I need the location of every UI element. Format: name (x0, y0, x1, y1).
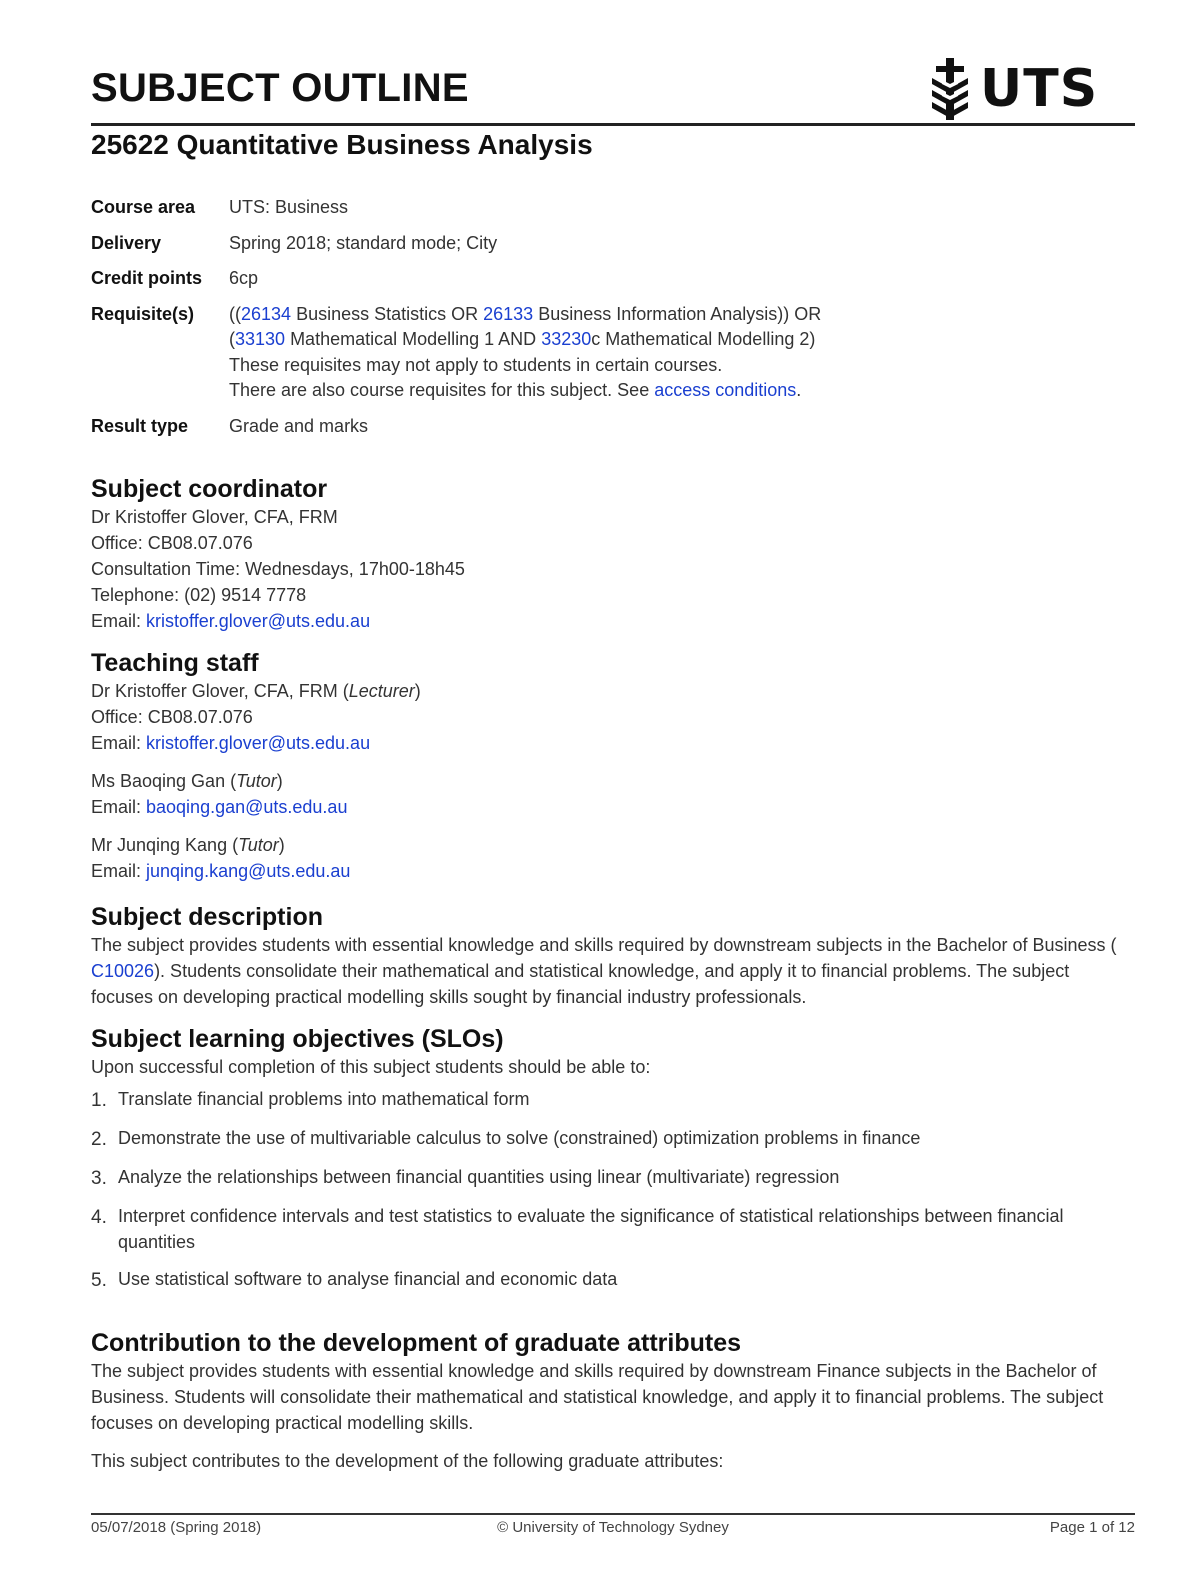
requisites-text: There are also course requisites for this subject. See (229, 380, 655, 400)
staff-name-text: Mr Junqing Kang ( (91, 835, 239, 855)
footer-divider (91, 1513, 1135, 1515)
staff-name (91, 678, 1131, 704)
coordinator-consultation: Consultation Time: Wednesdays, 17h00-18h45 (91, 559, 465, 579)
detail-row-requisites (91, 302, 1121, 404)
requisites-text: ( (229, 329, 235, 349)
slo-number: 5. (91, 1270, 107, 1291)
requisites-text: . (796, 380, 802, 400)
staff-role: Tutor (238, 835, 279, 855)
requisites-note-2 (229, 378, 1121, 404)
slo-text: Analyze the relationships between financial quantities using linear (multivariate) regression (118, 1167, 840, 1187)
slo-intro: Upon successful completion of this subject students should be able to: (91, 1057, 651, 1077)
staff-name-text: Dr Kristoffer Glover, CFA, FRM ( (91, 681, 349, 701)
requisites-text: (( (229, 303, 241, 324)
footer-date: 05/07/2018 (Spring 2018) (91, 1519, 262, 1536)
header-divider (91, 123, 1135, 126)
detail-label: Course area (91, 197, 196, 217)
uts-wordmark: UTS (980, 59, 1099, 119)
email-label: Email: (91, 797, 147, 817)
uts-logo (928, 58, 1098, 120)
spacer (91, 756, 1131, 768)
staff-name-text: ) (278, 835, 285, 855)
detail-row-course-area (91, 195, 1121, 221)
email-label: Email: (91, 733, 147, 753)
slo-number: 3. (91, 1168, 107, 1189)
requisites-line-2 (229, 327, 1121, 353)
requisites-text: c Mathematical Modelling 2) (591, 329, 816, 349)
detail-label: Delivery (91, 232, 162, 253)
slo-number: 1. (91, 1090, 107, 1111)
requisites-note-1: These requisites may not apply to students in certain courses. (229, 354, 723, 375)
slo-item (91, 1125, 1131, 1153)
coordinator-telephone: Telephone: (02) 9514 7778 (91, 585, 307, 605)
teaching-staff-section (91, 648, 1131, 884)
slo-section (91, 1024, 1131, 1305)
access-conditions-link[interactable]: access conditions (654, 380, 797, 400)
slo-text: Interpret confidence intervals and test statistics to evaluate the significance of statistical relationships between financial quantities (118, 1206, 1064, 1252)
section-heading: Subject coordinator (91, 475, 328, 503)
document-title: SUBJECT OUTLINE (91, 66, 469, 110)
detail-label: Requisite(s) (91, 303, 195, 324)
course-link-c10026[interactable]: C10026 (91, 961, 155, 981)
staff-email-line (91, 730, 1131, 756)
coordinator-email-line (91, 608, 1131, 634)
section-heading: Contribution to the development of graduate attributes (91, 1329, 741, 1357)
detail-label: Credit points (91, 268, 202, 288)
description-section (91, 902, 1131, 1010)
detail-value: Spring 2018; standard mode; City (229, 232, 498, 253)
staff-name (91, 832, 1131, 858)
slo-text: Demonstrate the use of multivariable calculus to solve (constrained) optimization problems in finance (118, 1128, 921, 1148)
requisite-link-26134[interactable]: 26134 (241, 303, 292, 324)
staff-office: Office: CB08.07.076 (91, 707, 253, 727)
requisites-text: Business Statistics OR (291, 303, 484, 324)
spacer (91, 820, 1131, 832)
requisites-text: Business Information Analysis)) OR (533, 303, 822, 324)
slo-text: Use statistical software to analyse financial and economic data (118, 1269, 618, 1289)
slo-item (91, 1086, 1131, 1114)
detail-label: Result type (91, 415, 189, 436)
detail-row-credit-points (91, 266, 1121, 292)
staff-role: Tutor (236, 771, 277, 791)
requisite-link-26133[interactable]: 26133 (483, 303, 534, 324)
staff-email-line (91, 794, 1131, 820)
email-label: Email: (91, 861, 147, 881)
slo-item (91, 1266, 1131, 1294)
staff-name-text: Ms Baoqing Gan ( (91, 771, 237, 791)
requisites-line-1 (229, 302, 1121, 328)
detail-row-delivery (91, 231, 1121, 257)
requisite-link-33130[interactable]: 33130 (235, 329, 286, 349)
slo-number: 4. (91, 1207, 107, 1228)
coordinator-section (91, 474, 1131, 634)
description-text (91, 932, 1131, 1010)
staff-email-link[interactable]: junqing.kang@uts.edu.au (146, 861, 351, 881)
footer-page-number: Page 1 of 12 (1049, 1519, 1135, 1536)
detail-value: 6cp (229, 268, 259, 288)
graduate-intro: This subject contributes to the development of the following graduate attributes: (91, 1451, 724, 1471)
staff-role: Lecturer (348, 681, 415, 701)
requisites-value (229, 302, 1121, 404)
slo-text: Translate financial problems into mathematical form (118, 1089, 530, 1109)
staff-email-line (91, 858, 1131, 884)
staff-name-text: ) (276, 771, 283, 791)
subject-title: 25622 Quantitative Business Analysis (91, 129, 593, 160)
description-text-part: ). Students consolidate their mathematical and statistical knowledge, and apply it to financial problems. The subject focuses on developing practical modelling skills sought by financial industry professionals. (91, 961, 1070, 1007)
section-heading: Teaching staff (91, 649, 259, 677)
section-heading: Subject description (91, 903, 323, 931)
staff-email-link[interactable]: baoqing.gan@uts.edu.au (146, 797, 348, 817)
slo-number: 2. (91, 1129, 107, 1150)
section-heading: Subject learning objectives (SLOs) (91, 1025, 504, 1053)
coordinator-email-link[interactable]: kristoffer.glover@uts.edu.au (146, 611, 371, 631)
uts-emblem-icon (928, 58, 972, 120)
graduate-attributes-section (91, 1328, 1131, 1474)
footer-copyright: © University of Technology Sydney (497, 1519, 729, 1536)
spacer (91, 1436, 1131, 1448)
requisites-text: Mathematical Modelling 1 AND (285, 329, 542, 349)
detail-row-result-type (91, 414, 1121, 440)
subject-details (91, 195, 1121, 449)
coordinator-name: Dr Kristoffer Glover, CFA, FRM (91, 507, 338, 527)
requisite-link-33230[interactable]: 33230 (541, 329, 592, 349)
detail-value: UTS: Business (229, 197, 349, 217)
page-footer (91, 1519, 1135, 1536)
detail-value: Grade and marks (229, 415, 369, 436)
staff-name-text: ) (414, 681, 421, 701)
graduate-paragraph: The subject provides students with essential knowledge and skills required by downstream Finance subjects in the Bachelor of Business. Students will consolidate their mathematical and statistical knowledge, and apply it to financial problems. The subject focuses on developing practical modelling skills. (91, 1361, 1104, 1433)
slo-item (91, 1164, 1131, 1192)
email-label: Email: (91, 611, 147, 631)
slo-item (91, 1203, 1131, 1255)
description-text-part: The subject provides students with essential knowledge and skills required by downstream subjects in the Bachelor of Business ( (91, 935, 1117, 955)
coordinator-office: Office: CB08.07.076 (91, 533, 253, 553)
slo-list (91, 1086, 1131, 1294)
staff-name (91, 768, 1131, 794)
staff-email-link[interactable]: kristoffer.glover@uts.edu.au (146, 733, 371, 753)
